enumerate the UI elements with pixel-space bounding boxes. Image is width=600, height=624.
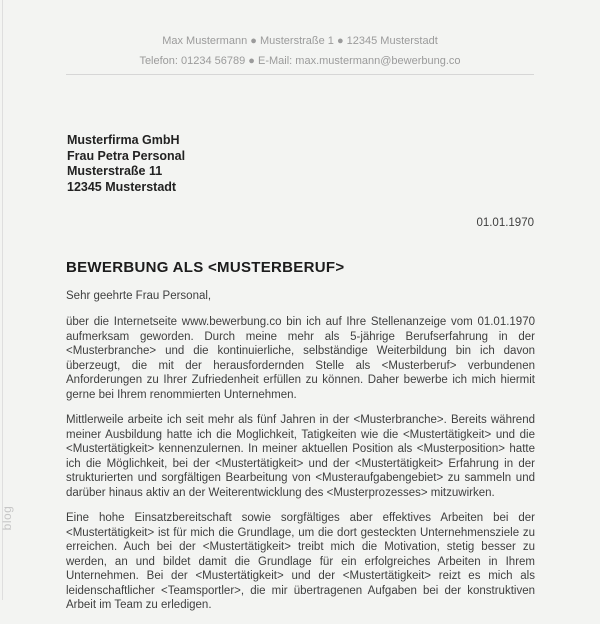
body-paragraph-3: Eine hohe Einsatzbereitschaft sowie sorgfältiges aber effektives Arbeiten bei der <Mustertätigkeit> ist für mich die Grundlage, um die dort gesteckten Unternehmensziele zu erreichen. Auch bei der <Mustertätigkeit> treibt mich die Motivation, stetig besser zu werden, an und bildet damit die Grundlage für ein erfolgreiches Arbeiten in Ihrem Unternehmen. Bei der <Mustertätigkeit> und der <Mustertätigkeit> reizt es mich als leidenschaftlicher <Teamsportler>, die mir übertragenen Aufgaben bei der konstruktiven Arbeit im Team zu erledigen. (66, 512, 535, 611)
subject-line: BEWERBUNG ALS <MUSTERBERUF> (66, 259, 345, 276)
sender-contact-header (66, 31, 534, 71)
recipient-city: 12345 Musterstadt (67, 179, 177, 194)
sender-phone-email-line: Telefon: 01234 56789 ● E-Mail: max.mustermann@bewerbung.co (139, 55, 461, 67)
recipient-address-block (67, 133, 185, 195)
recipient-contact-person: Frau Petra Personal (67, 148, 186, 163)
letter-date: 01.01.1970 (476, 217, 534, 229)
recipient-street: Musterstraße 11 (67, 164, 163, 178)
recipient-company: Musterfirma GmbH (67, 133, 180, 147)
header-divider (66, 74, 534, 75)
blog-watermark: blog (0, 505, 14, 531)
letter-body (66, 315, 535, 624)
salutation: Sehr geehrte Frau Personal, (66, 290, 212, 302)
body-paragraph-2: Mittlerweile arbeite ich seit mehr als fünf Jahren in der <Musterbranche>. Bereits während meiner Ausbildung hatte ich die Moglichkeit, Tatigkeiten wie die <Mustertätigkeit> und die <Mustertätigkeit> kennenzulernen. In meiner aktuellen Position als <Musterposition> hatte ich die Möglichkeit, bei der <Mustertätigkeit> und der <Mustertätigkeit> Erfahrung in der strukturierten und sorgfältigen Bearbeitung von <Musteraufgabengebiet> zu sammeln und darüber hinaus aktiv an der Weiterentwicklung des <Musterprozesses> mitzuwirken. (66, 414, 535, 499)
body-paragraph-1: über die Internetseite www.bewerbung.co bin ich auf Ihre Stellenanzeige vom 01.01.1970 aufmerksam geworden. Durch meine mehr als 5-jährige Berufserfahrung in der <Musterbranche> und die kontinuierliche, selbständige Weiterbildung bin ich davon überzeugt, die mit der herausfordernden Stelle als <Musterberuf> verbundenen Anforderungen zu Ihrer Zufriedenheit erfüllen zu können. Daher bewerbe ich mich hiermit gerne bei Ihrem renommierten Unternehmen. (66, 316, 535, 401)
sender-address-line: Max Mustermann ● Musterstraße 1 ● 12345 Musterstadt (162, 35, 438, 47)
